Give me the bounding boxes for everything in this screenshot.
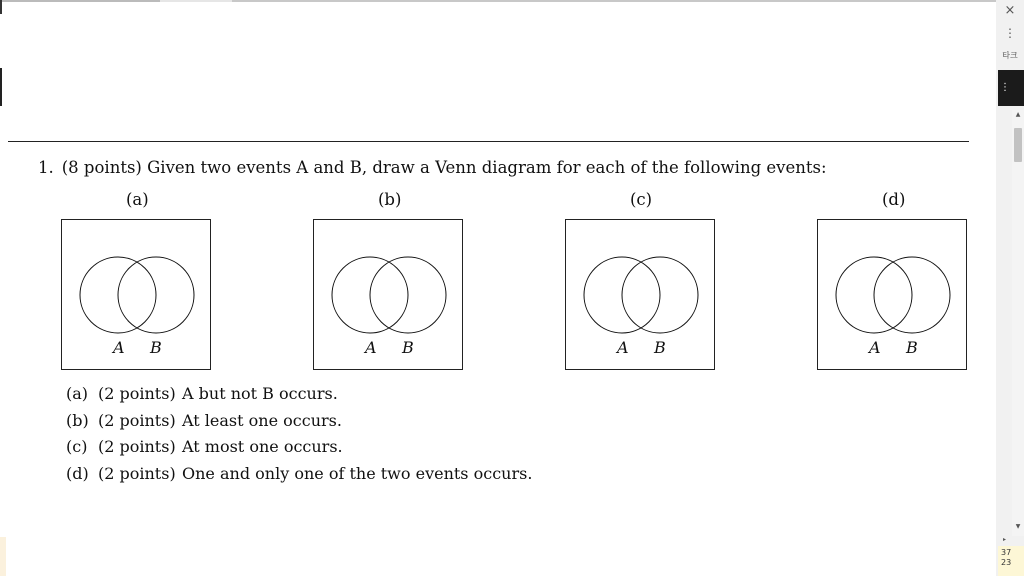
subquestion-text: A but not B occurs. bbox=[182, 384, 338, 403]
expand-arrow-icon[interactable]: ▸ bbox=[1003, 536, 1007, 543]
subquestion-text: At most one occurs. bbox=[182, 437, 343, 456]
venn-diagram-a bbox=[62, 220, 212, 371]
clock-widget bbox=[998, 546, 1024, 576]
clock-line-1: 37 bbox=[1001, 548, 1012, 557]
set-label-a: A bbox=[113, 338, 125, 357]
sidebar-label: 타크 bbox=[1002, 51, 1018, 60]
venn-panel-d[interactable] bbox=[817, 219, 967, 370]
scrollbar-track[interactable] bbox=[1012, 110, 1024, 536]
scroll-up-icon[interactable]: ▲ bbox=[1015, 111, 1021, 118]
subquestion-label: (a) bbox=[66, 384, 89, 403]
top-tab-indicator-2 bbox=[232, 0, 996, 2]
set-label-a: A bbox=[869, 338, 881, 357]
scroll-down-icon[interactable]: ▼ bbox=[1015, 523, 1021, 530]
subquestion-points: (2 points) bbox=[98, 411, 176, 430]
subquestion-label: (b) bbox=[66, 411, 89, 430]
set-label-b: B bbox=[402, 338, 414, 357]
subquestion-c bbox=[66, 437, 343, 456]
subquestion-label: (c) bbox=[66, 437, 88, 456]
venn-panel-a[interactable] bbox=[61, 219, 211, 370]
top-tab-indicator bbox=[0, 0, 160, 2]
text-cursor bbox=[0, 68, 2, 106]
subquestion-text: One and only one of the two events occurs. bbox=[182, 464, 533, 483]
subquestion-a bbox=[66, 384, 338, 403]
venn-diagram-d bbox=[818, 220, 968, 371]
bottom-left-accent bbox=[0, 537, 6, 576]
panel-label-d: (d) bbox=[882, 190, 906, 209]
more-options-icon[interactable]: ⋮ bbox=[1004, 26, 1016, 40]
subquestion-text: At least one occurs. bbox=[182, 411, 342, 430]
subquestion-label: (d) bbox=[66, 464, 89, 483]
set-label-b: B bbox=[906, 338, 918, 357]
subquestion-b bbox=[66, 411, 342, 430]
venn-panel-b[interactable] bbox=[313, 219, 463, 370]
panel-label-a: (a) bbox=[126, 190, 149, 209]
panel-label-c: (c) bbox=[630, 190, 653, 209]
subquestion-points: (2 points) bbox=[98, 384, 176, 403]
subquestion-d bbox=[66, 464, 532, 483]
set-label-b: B bbox=[150, 338, 162, 357]
sidebar-menu-button[interactable]: ⋮ bbox=[998, 70, 1024, 106]
subquestion-points: (2 points) bbox=[98, 464, 176, 483]
horizontal-rule bbox=[8, 141, 969, 142]
close-icon[interactable]: × bbox=[1004, 3, 1016, 18]
set-label-a: A bbox=[617, 338, 629, 357]
set-label-b: B bbox=[654, 338, 666, 357]
scrollbar-thumb[interactable] bbox=[1014, 128, 1022, 162]
question-body: (8 points) Given two events A and B, draw a Venn diagram for each of the following events: bbox=[61, 158, 827, 177]
corner-mark bbox=[0, 0, 2, 14]
venn-diagram-b bbox=[314, 220, 464, 371]
subquestion-points: (2 points) bbox=[98, 437, 176, 456]
clock-line-2: 23 bbox=[1001, 558, 1012, 567]
panel-label-b: (b) bbox=[378, 190, 402, 209]
venn-panel-c[interactable] bbox=[565, 219, 715, 370]
question-text bbox=[38, 158, 827, 177]
venn-diagram-c bbox=[566, 220, 716, 371]
set-label-a: A bbox=[365, 338, 377, 357]
question-number: 1. bbox=[38, 158, 54, 177]
